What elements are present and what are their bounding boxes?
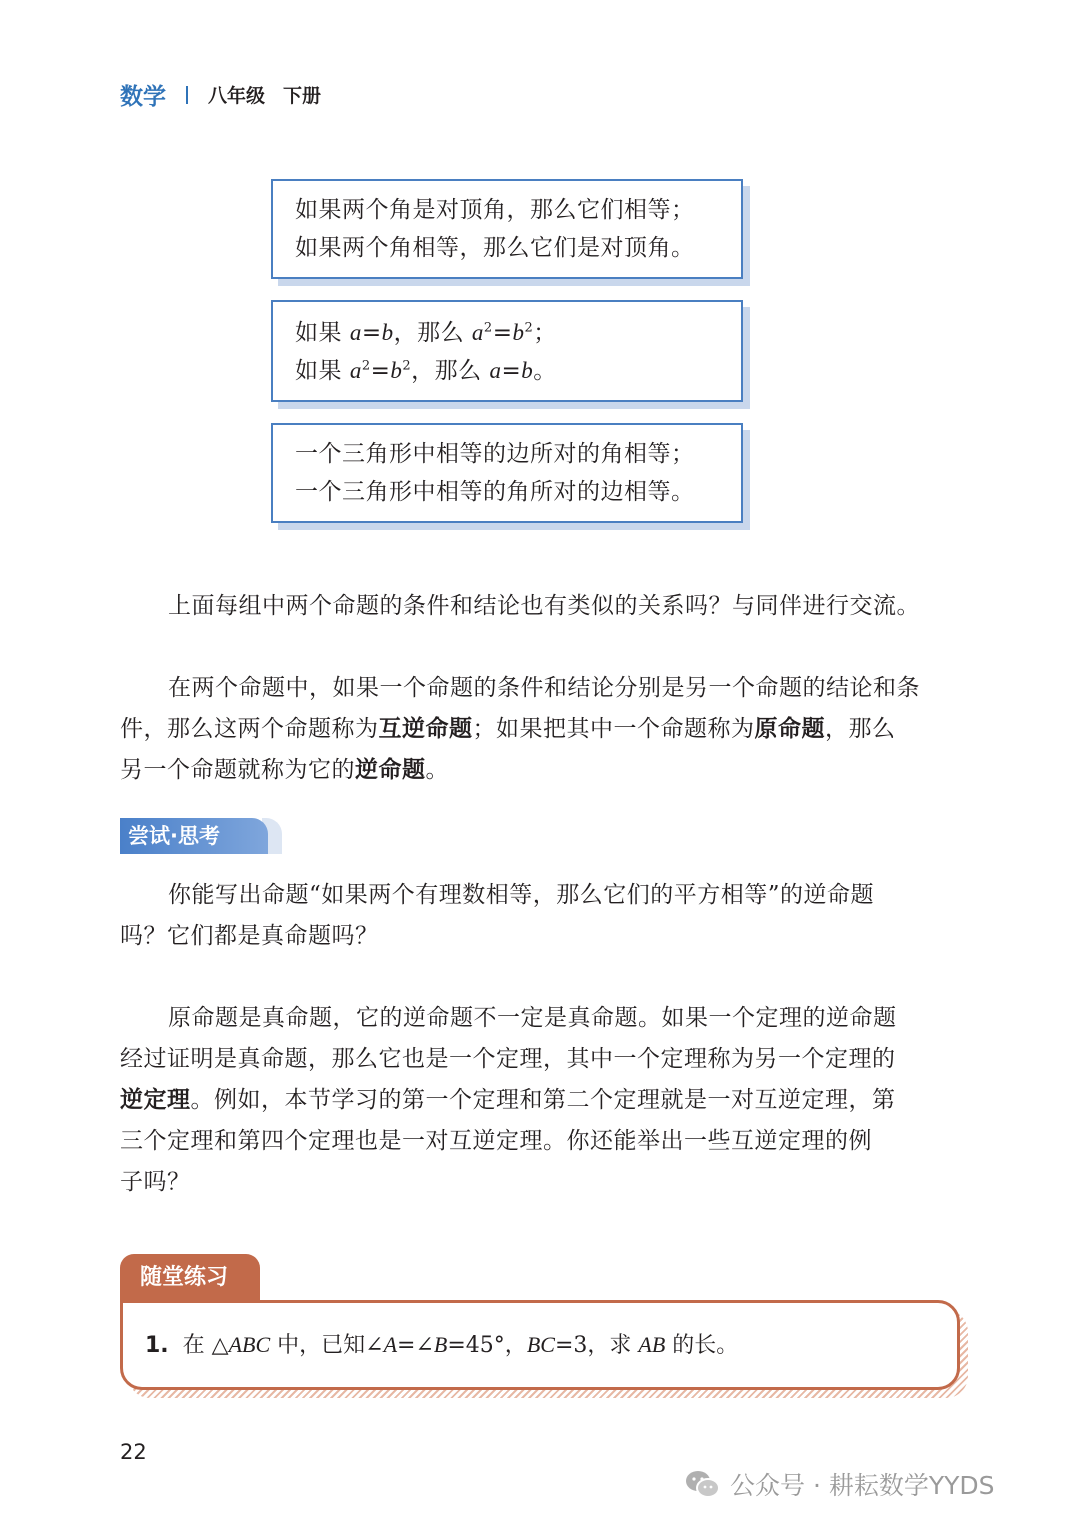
theorem-paragraph: 原命题是真命题，它的逆命题不一定是真命题。如果一个定理的逆命题 经过证明是真命题，那么它也是一个定理，其中一个定理称为另一个定理的 逆定理。例如，本节学习的第一个定理和第二个定理就是一对互逆定理，第 三个定理和第四个定理也是一对互逆定理。你还能举出一些互逆定理的例 子吗？ [120, 1005, 897, 1195]
try-think-tag: 尝试·思考 [120, 818, 268, 854]
proposition-line: 如果 a=b，那么 $a^2=b^2$； [295, 320, 557, 346]
volume-label: 下册 [283, 85, 322, 107]
watermark-text: 公众号 · 耕耘数学YYDS [730, 1471, 995, 1500]
proposition-box-1 [271, 179, 743, 279]
proposition-line: 一个三角形中相等的角所对的边相等。 [295, 479, 695, 505]
proposition-line: 如果两个角是对顶角，那么它们相等； [295, 197, 695, 223]
proposition-line: 如果两个角相等，那么它们是对顶角。 [295, 235, 695, 261]
wechat-icon [684, 1469, 720, 1499]
proposition-line: 一个三角形中相等的边所对的角相等； [295, 441, 695, 467]
proposition-line: 如果 $a^2=b^2$，那么 a=b。 [295, 358, 557, 384]
exercise-number: 1. [145, 1333, 169, 1358]
subject-title: 数学 [120, 84, 166, 110]
term-converse-theorem: 逆定理 [120, 1087, 191, 1113]
header-divider [186, 86, 188, 104]
exercise-box: 1. 在 △ABC 中，已知∠A=∠B=45°，BC=3，求 AB 的长。 [120, 1300, 960, 1390]
question-paragraph: 上面每组中两个命题的条件和结论也有类似的关系吗？与同伴进行交流。 [168, 593, 920, 619]
term-converse-propositions: 互逆命题 [378, 716, 473, 742]
term-original-proposition: 原命题 [754, 716, 825, 742]
watermark [684, 1466, 995, 1502]
grade-label: 八年级 [208, 85, 266, 107]
try-think-paragraph: 你能写出命题“如果两个有理数相等，那么它们的平方相等”的逆命题 吗？它们都是真命题吗？ [120, 882, 875, 949]
page-header [120, 78, 321, 111]
proposition-box-2 [271, 300, 743, 402]
definition-paragraph: 在两个命题中，如果一个命题的条件和结论分别是另一个命题的结论和条 件，那么这两个命题称为互逆命题；如果把其中一个命题称为原命题，那么 另一个命题就称为它的逆命题。 [120, 675, 920, 783]
exercise-tab: 随堂练习 [120, 1254, 260, 1302]
proposition-box-3 [271, 423, 743, 523]
term-converse-proposition: 逆命题 [355, 757, 426, 783]
page-number: 22 [120, 1440, 147, 1464]
